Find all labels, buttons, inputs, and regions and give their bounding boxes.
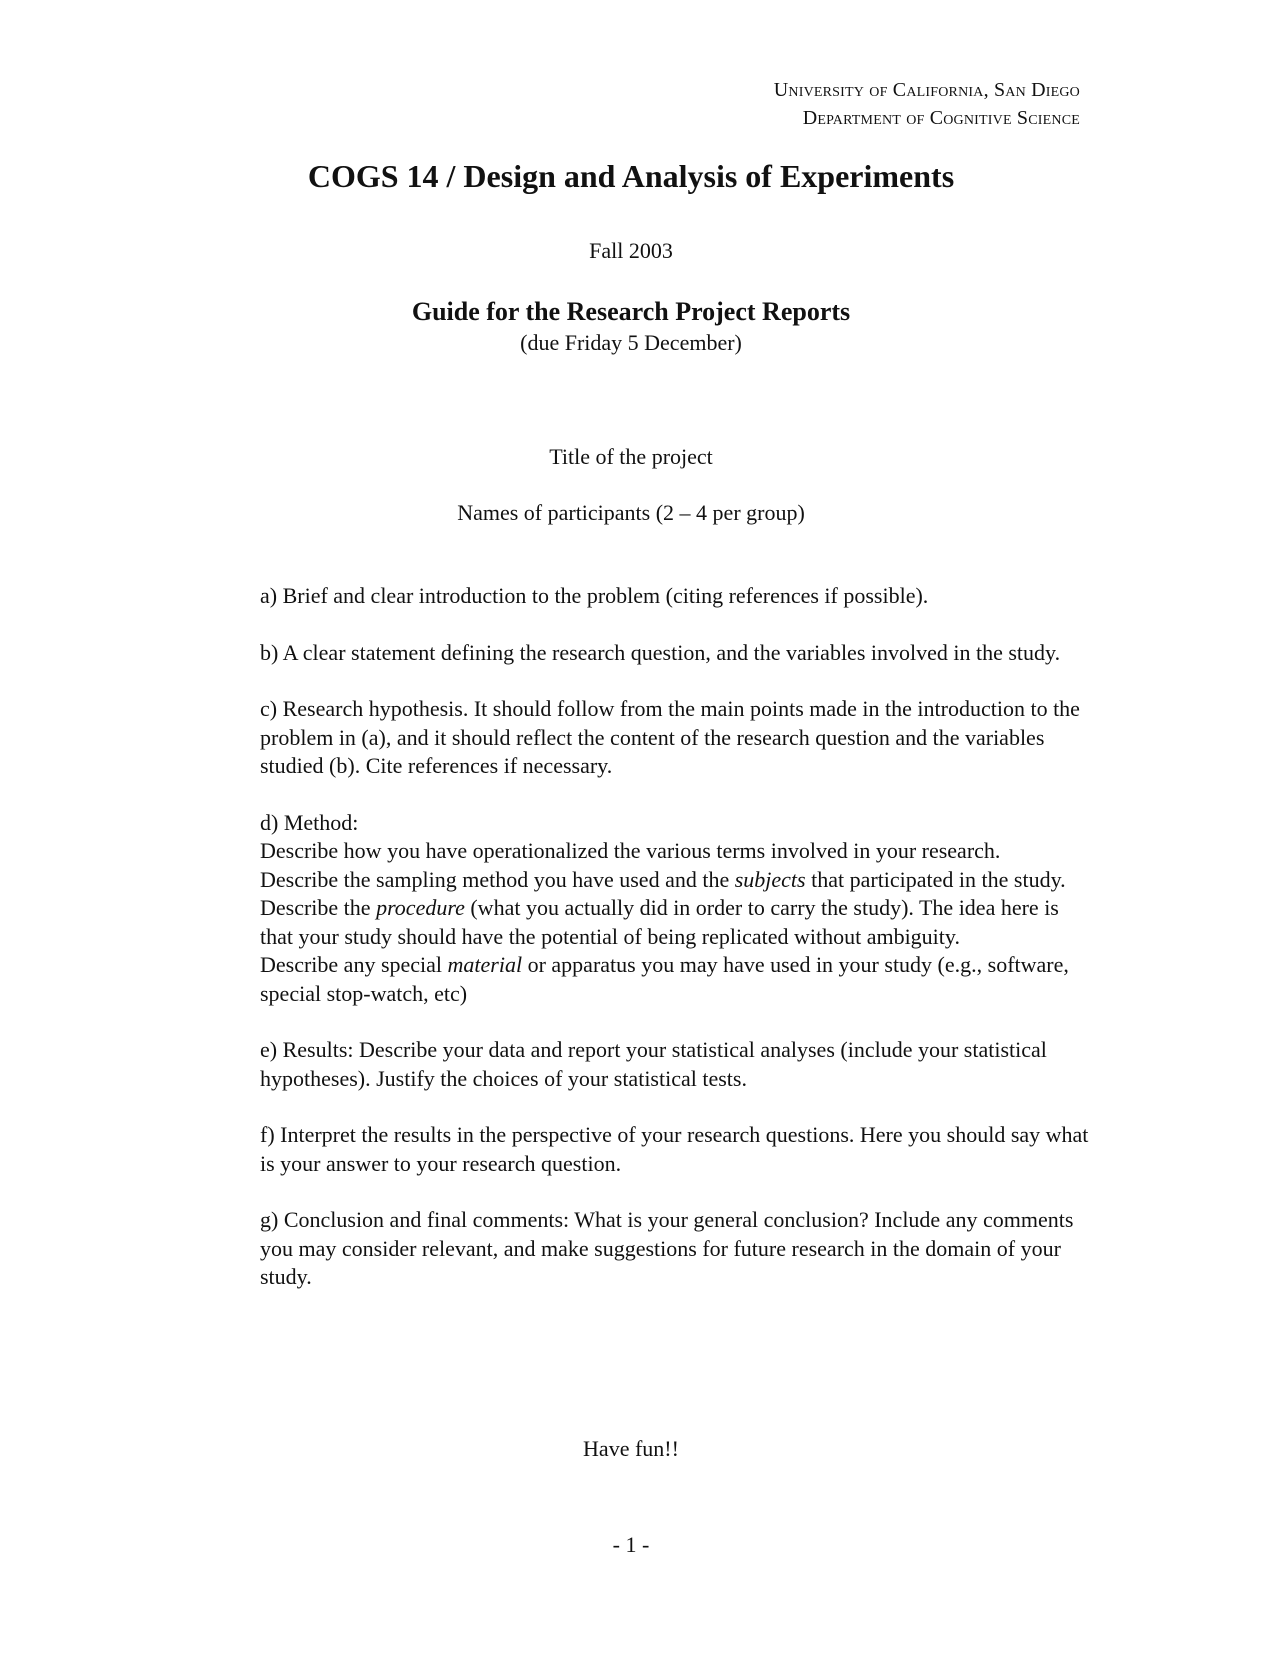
method-procedure [260, 894, 1090, 951]
page-number: - 1 - [612, 1532, 650, 1557]
method-operationalized: Describe how you have operationalized the various terms involved in your research. [260, 838, 1001, 863]
method-sampling-text-1: Describe the sampling method you have used and the [260, 866, 735, 892]
method-sampling-text-2: that participated in the study. [805, 866, 1066, 892]
method-material-emphasis: material [447, 952, 523, 977]
method-procedure-emphasis: procedure [376, 895, 465, 920]
project-title-placeholder: Title of the project [549, 444, 713, 469]
university-name: University of California, San Diego [773, 79, 1080, 101]
item-g: g) Conclusion and final comments: What is your general conclusion? Include any comments you may consider relevant, and make suggestions for future research in the domain of your study. [260, 1207, 1074, 1289]
closing-remark: Have fun!! [583, 1436, 679, 1461]
method-material [260, 951, 1090, 1008]
item-f: f) Interpret the results in the perspective of your research questions. Here you should say what is your answer to your research question. [260, 1122, 1089, 1176]
item-b: b) A clear statement defining the research question, and the variables involved in the study. [260, 639, 1061, 665]
term: Fall 2003 [589, 238, 673, 263]
institution-header [774, 76, 1080, 132]
method-material-text-2: or apparatus you may have used in your study (e.g., software, special stop-watch, etc) [260, 952, 1069, 1006]
participants-placeholder: Names of participants (2 – 4 per group) [457, 500, 805, 525]
method-procedure-text-2: (what you actually did in order to carry the study). The idea here is that your study should have the potential of being replicated without ambiguity. [260, 895, 1059, 949]
item-c: c) Research hypothesis. It should follow from the main points made in the introduction to the problem in (a), and it should reflect the content of the research question and the variables studied (b). Cite references if necessary. [260, 696, 1080, 778]
course-title: COGS 14 / Design and Analysis of Experiments [307, 158, 955, 194]
method-material-text-1: Describe any special [260, 952, 448, 977]
department-name: Department of Cognitive Science [802, 107, 1080, 129]
item-d [260, 809, 1090, 1009]
method-sampling-emphasis: subjects [734, 866, 806, 892]
method-procedure-text-1: Describe the [260, 895, 377, 920]
item-e: e) Results: Describe your data and report your statistical analyses (include your statistical hypotheses). Justify the choices of your statistical tests. [260, 1037, 1047, 1091]
method-heading: d) Method: [260, 809, 359, 835]
item-a: a) Brief and clear introduction to the problem (citing references if possible). [260, 583, 929, 608]
guide-title: Guide for the Research Project Reports [411, 297, 851, 326]
due-date: (due Friday 5 December) [520, 330, 742, 355]
report-guidelines [260, 582, 1090, 1320]
method-sampling [260, 866, 1090, 895]
